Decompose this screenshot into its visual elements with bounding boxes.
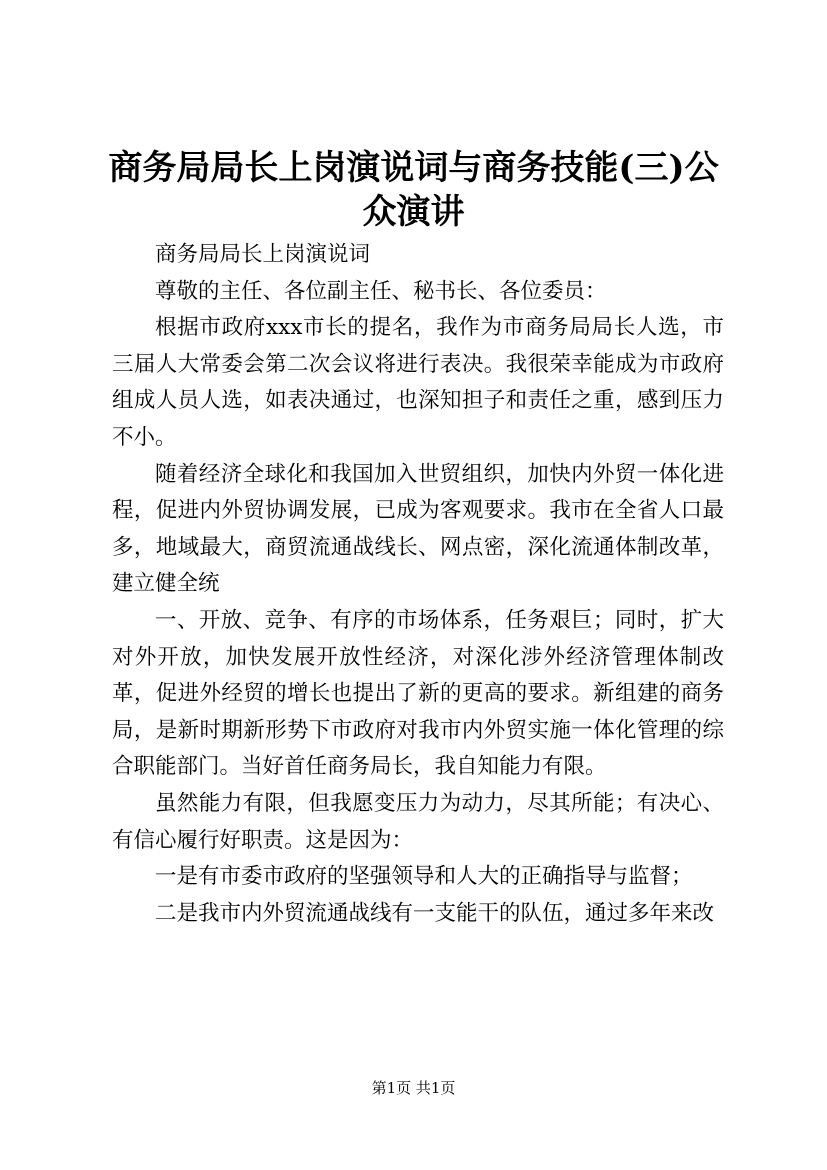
paragraph: 随着经济全球化和我国加入世贸组织，加快内外贸一体化进程，促进内外贸协调发展，已成为客观要求。我市在全省人口最多，地域最大，商贸流通战线长、网点密，深化流通体制改革，建立健全统: [112, 461, 724, 597]
page-footer: 第1页 共1页: [371, 1079, 456, 1097]
paragraph: 虽然能力有限，但我愿变压力为动力，尽其所能；有决心、有信心履行好职责。这是因为：: [112, 790, 724, 853]
paragraph-subtitle: 商务局局长上岗演说词: [155, 242, 371, 267]
paragraph: 根据市政府xxx市长的提名，我作为市商务局局长人选，市三届人大常委会第二次会议将进行表决。我很荣幸能成为市政府组成人员人选，如表决通过，也深知担子和责任之重，感到压力不小。: [112, 315, 724, 450]
paragraph: 一是有市委市政府的坚强领导和人大的正确指导与监督；: [155, 864, 693, 890]
paragraph: 一、开放、竞争、有序的市场体系，任务艰巨；同时，扩大对外开放，加快发展开放性经济，对深化涉外经济管理体制改革，促进外经贸的增长也提出了新的更高的要求。新组建的商务局，是新时期新形势下市政府对我市内外贸实施一体化管理的综合职能部门。当好首任商务局长，我自知能力有限。: [112, 607, 724, 780]
paragraph: 二是我市内外贸流通战线有一支能干的队伍，通过多年来改: [155, 900, 715, 926]
document-title: 商务局局长上岗演说词与商务技能(三)公众演讲: [108, 148, 719, 232]
paragraph-salutation: 尊敬的主任、各位副主任、秘书长、各位委员：: [155, 278, 607, 304]
document-body: [112, 237, 724, 932]
